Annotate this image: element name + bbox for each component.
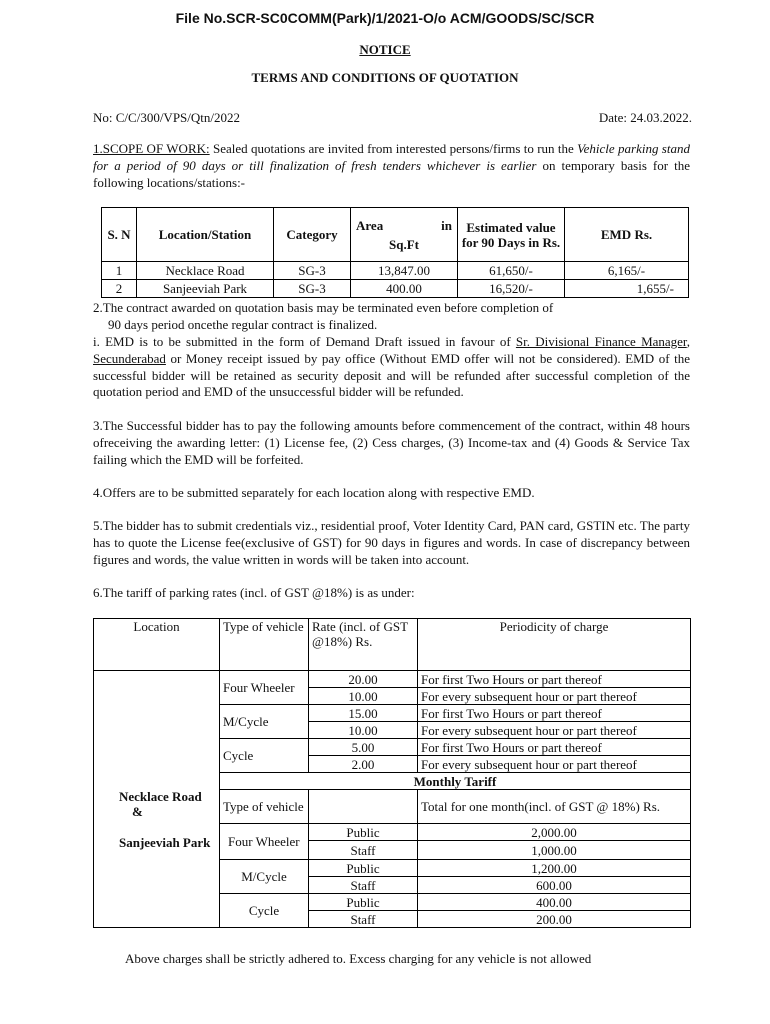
cell-area: 400.00 <box>351 280 458 298</box>
rate: 20.00 <box>309 671 418 688</box>
monthly-category: Staff <box>309 841 418 860</box>
cell-location: Necklace Road <box>137 262 274 280</box>
location-sanjeeviah: Sanjeeviah Park <box>119 834 211 850</box>
clause-2-line-2: 90 days period oncethe regular contract is finalized. <box>108 316 378 332</box>
location-amp: & <box>132 803 143 819</box>
th-area-c: Sq.Ft <box>389 236 419 252</box>
th-sn: S. N <box>102 208 137 262</box>
scope-text-2: on temporary basis for the following locations/stations:- <box>93 157 690 190</box>
rate: 15.00 <box>309 705 418 722</box>
th-area <box>351 208 458 262</box>
monthly-vehicle-cycle: Cycle <box>220 894 309 928</box>
th-estimated: Estimated value for 90 Days in Rs. <box>458 208 565 262</box>
period: For first Two Hours or part thereof <box>418 739 691 756</box>
monthly-amount: 1,000.00 <box>418 841 691 860</box>
th-category: Category <box>274 208 351 262</box>
emd-place: Secunderabad <box>93 350 166 366</box>
period: For first Two Hours or part thereof <box>418 671 691 688</box>
monthly-amount: 200.00 <box>418 911 691 928</box>
monthly-type-header: Type of vehicle <box>220 790 309 824</box>
th-tariff-rate: Rate (incl. of GST @18%) Rs. <box>309 619 418 671</box>
terms-heading: TERMS AND CONDITIONS OF QUOTATION <box>251 70 519 85</box>
scope-italic: Vehicle parking stand for a period of 90 days or till finalization of fresh tenders whichever is earlier <box>93 141 690 173</box>
monthly-tariff-title: Monthly Tariff <box>220 773 691 790</box>
reference-number: No: C/C/300/VPS/Qtn/2022 <box>93 110 240 125</box>
table-row <box>94 671 691 688</box>
monthly-amount: 1,200.00 <box>418 860 691 877</box>
cell-category: SG-3 <box>274 280 351 298</box>
monthly-vehicle-mcycle: M/Cycle <box>220 860 309 894</box>
vehicle-four-wheeler: Four Wheeler <box>220 671 309 705</box>
th-area-a: Area <box>356 217 384 233</box>
monthly-amount: 2,000.00 <box>418 824 691 841</box>
monthly-blank <box>309 790 418 824</box>
monthly-amount: 400.00 <box>418 894 691 911</box>
monthly-category: Staff <box>309 911 418 928</box>
vehicle-mcycle: M/Cycle <box>220 705 309 739</box>
clause-3: 3.The Successful bidder has to pay the following amounts before commencement of the contract, within 48 hours ofreceiving the awarding letter: (1) License fee, (2) Cess charges, (3) Income-tax and (4) Goods & Service Tax failing which the EMD will be forfeited. <box>93 418 690 467</box>
period: For first Two Hours or part thereof <box>418 705 691 722</box>
locations-table <box>101 207 689 298</box>
cell-category: SG-3 <box>274 262 351 280</box>
rate: 10.00 <box>309 688 418 705</box>
notice-heading: NOTICE <box>359 42 411 57</box>
cell-sn: 1 <box>102 262 137 280</box>
emd-text-a: i. EMD is to be submitted in the form of Demand Draft issued in favour of <box>93 334 516 349</box>
monthly-category: Public <box>309 824 418 841</box>
rate: 2.00 <box>309 756 418 773</box>
clause-6: 6.The tariff of parking rates (incl. of GST @18%) is as under: <box>93 585 415 600</box>
monthly-category: Staff <box>309 877 418 894</box>
th-emd: EMD Rs. <box>565 208 689 262</box>
cell-emd: 6,165/- <box>565 262 689 280</box>
period: For every subsequent hour or part thereof <box>418 756 691 773</box>
emd-comma: , <box>686 334 690 349</box>
period: For every subsequent hour or part thereof <box>418 688 691 705</box>
clause-5: 5.The bidder has to submit credentials viz., residential proof, Voter Identity Card, PAN card, GSTIN etc. The party has to quote the License fee(exclusive of GST) for 90 days in figures and words. In case of discrepancy between figures and words, the value written in words will be taken into account. <box>93 518 690 567</box>
cell-estimated: 16,520/- <box>458 280 565 298</box>
period: For every subsequent hour or part thereof <box>418 722 691 739</box>
th-tariff-type: Type of vehicle <box>220 619 309 671</box>
clause-2 <box>93 300 553 334</box>
scope-of-work <box>93 141 690 191</box>
scope-label: 1.SCOPE OF WORK: <box>93 141 210 156</box>
scope-text-1: Sealed quotations are invited from interested persons/firms to run the <box>209 141 578 156</box>
th-area-b: in <box>441 217 452 233</box>
emd-payee: Sr. Divisional Finance Manager <box>515 334 687 349</box>
th-tariff-period: Periodicity of charge <box>418 619 691 671</box>
rate: 10.00 <box>309 722 418 739</box>
cell-estimated: 61,650/- <box>458 262 565 280</box>
tariff-location-cell <box>94 671 220 928</box>
clause-2-line-1: 2.The contract awarded on quotation basis may be terminated even before completion of <box>93 300 554 315</box>
cell-sn: 2 <box>102 280 137 298</box>
cell-area: 13,847.00 <box>351 262 458 280</box>
th-location: Location/Station <box>137 208 274 262</box>
monthly-category: Public <box>309 860 418 877</box>
location-necklace: Necklace Road <box>119 788 202 804</box>
tariff-table <box>93 618 691 928</box>
monthly-category: Public <box>309 894 418 911</box>
emd-text-b: or Money receipt issued by pay office (Without EMD offer will not be considered). EMD of the successful bidder will be retained as security deposit and will be refunded after successful completion of the quotation period and EMD of the unsuccessful bidder will be refunded. <box>93 350 690 400</box>
file-number: File No.SCR-SC0COMM(Park)/1/2021-O/o ACM/GOODS/SC/SCR <box>175 10 595 26</box>
monthly-amount: 600.00 <box>418 877 691 894</box>
table-row <box>102 262 689 280</box>
th-tariff-location: Location <box>94 619 220 671</box>
cell-location: Sanjeeviah Park <box>137 280 274 298</box>
reference-date: Date: 24.03.2022. <box>598 110 692 125</box>
cell-emd: 1,655/- <box>565 280 689 298</box>
monthly-total-header: Total for one month(incl. of GST @ 18%) Rs. <box>418 790 691 824</box>
footer-note: Above charges shall be strictly adhered to. Excess charging for any vehicle is not allowed <box>125 951 592 966</box>
rate: 5.00 <box>309 739 418 756</box>
monthly-vehicle-four-wheeler: Four Wheeler <box>220 824 309 860</box>
clause-4: 4.Offers are to be submitted separately for each location along with respective EMD. <box>93 485 535 500</box>
clause-emd <box>93 334 690 401</box>
table-row <box>102 280 689 298</box>
vehicle-cycle: Cycle <box>220 739 309 773</box>
